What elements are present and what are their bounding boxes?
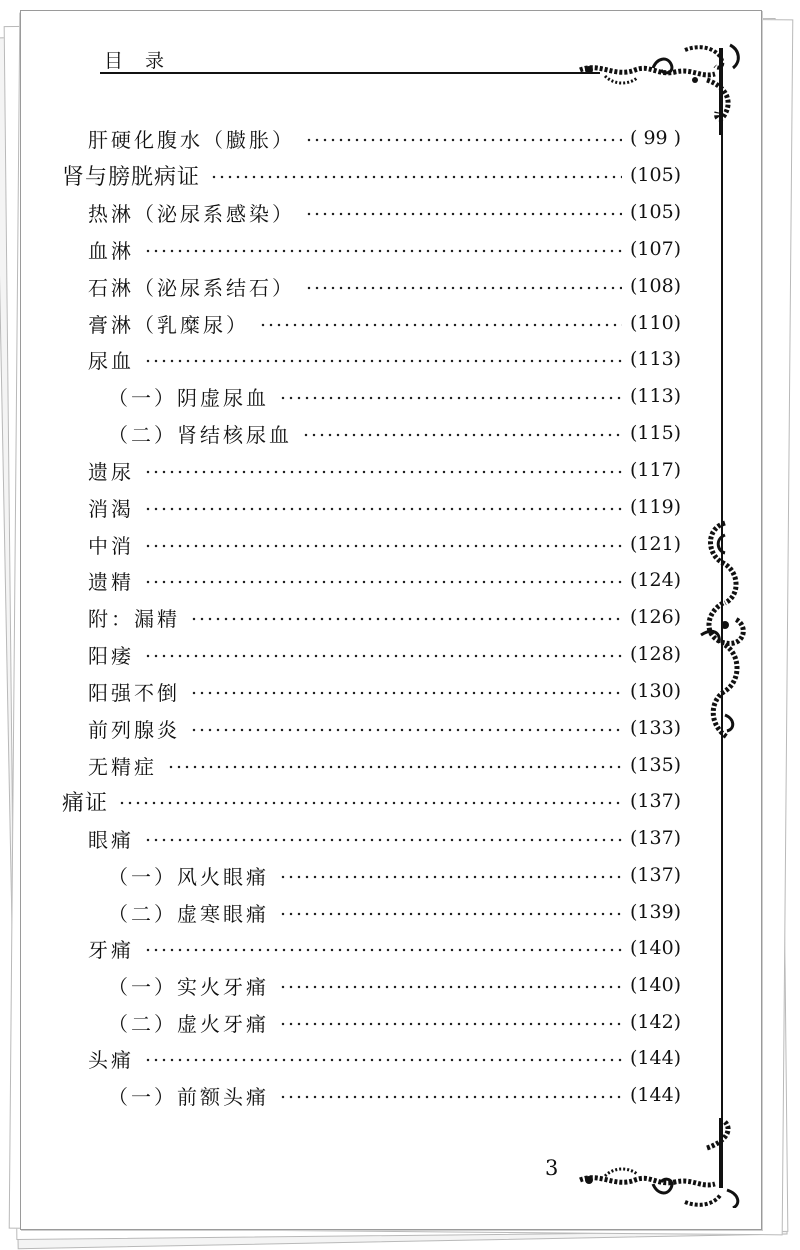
toc-entry-title: 阳痿 [88,643,134,668]
toc-entry-page: (113) [630,348,682,370]
toc-entry-page: (137) [630,864,682,886]
toc-entry[interactable] [0,1077,800,1113]
toc-entry-title: 肾与膀胱病证 [62,164,201,190]
toc-entry[interactable] [0,599,800,635]
header-title: 目录 [104,50,187,72]
toc-entry[interactable] [0,157,800,193]
toc-leader-dots [302,433,622,437]
toc-entry-page: (130) [630,680,682,702]
toc-entry[interactable] [0,489,800,525]
toc-entry-page: (105) [630,201,682,223]
toc-entry[interactable] [0,747,800,783]
toc-entry-page: (126) [630,606,682,628]
toc-entry-title: 痛证 [62,790,109,816]
toc-entry-page: (117) [630,459,682,481]
toc-leader-dots [144,580,622,584]
toc-leader-dots [305,212,622,216]
toc-leader-dots [305,138,622,142]
toc-entry-page: (113) [630,385,682,407]
toc-entry-title: 膏淋（乳糜尿） [88,312,249,337]
toc-leader-dots [279,1095,622,1099]
toc-leader-dots [279,985,622,989]
toc-entry-title: 肝硬化腹水（臌胀） [88,127,295,152]
toc-entry-page: (137) [630,790,682,812]
toc-entry[interactable] [0,930,800,966]
toc-entry-title: （一）实火牙痛 [108,974,269,999]
toc-entry[interactable] [0,894,800,930]
toc-entry-title: （二）虚火牙痛 [108,1011,269,1036]
toc-entry-page: (128) [630,643,682,665]
toc-entry-page: (144) [630,1084,682,1106]
toc-entry[interactable] [0,1040,800,1076]
toc-leader-dots [144,249,622,253]
toc-entry[interactable] [0,673,800,709]
toc-leader-dots [144,507,622,511]
toc-entry-title: 遗精 [88,569,134,594]
toc-entry-title: 附：漏精 [88,606,180,631]
toc-entry[interactable] [0,120,800,156]
toc-entry[interactable] [0,378,800,414]
toc-entry[interactable] [0,820,800,856]
toc-entry-title: （二）虚寒眼痛 [108,901,269,926]
page-number: 3 [545,1156,559,1180]
toc-entry[interactable] [0,636,800,672]
toc-entry-title: （一）风火眼痛 [108,864,269,889]
toc-entry-page: (144) [630,1047,682,1069]
toc-entry-title: 头痛 [88,1047,134,1072]
toc-entry[interactable] [0,305,800,341]
toc-leader-dots [144,359,622,363]
toc-leader-dots [210,175,622,179]
toc-entry[interactable] [0,710,800,746]
toc-entry-page: (133) [630,717,682,739]
toc-entry-page: (142) [630,1011,682,1033]
toc-entry-page: ( 99 ) [630,127,682,149]
toc-leader-dots [190,728,622,732]
toc-entry-title: 牙痛 [88,937,134,962]
toc-entry-page: (110) [630,312,682,334]
toc-entry-page: (105) [630,164,682,186]
toc-leader-dots [279,875,622,879]
toc-leader-dots [279,1022,622,1026]
toc-entry[interactable] [0,194,800,230]
toc-entry-page: (124) [630,569,682,591]
toc-entry-title: 尿血 [88,348,134,373]
toc-entry[interactable] [0,268,800,304]
toc-entry-page: (108) [630,275,682,297]
toc-leader-dots [279,912,622,916]
toc-entry[interactable] [0,415,800,451]
toc-leader-dots [118,801,622,805]
toc-entry-page: (137) [630,827,682,849]
toc-leader-dots [305,286,622,290]
toc-entry-title: （二）肾结核尿血 [108,422,292,447]
toc-entry-title: 中消 [88,533,134,558]
toc-entry-title: （一）阴虚尿血 [108,385,269,410]
toc-entry-page: (140) [630,974,682,996]
toc-entry-title: 眼痛 [88,827,134,852]
toc-entry-title: 石淋（泌尿系结石） [88,275,295,300]
toc-leader-dots [144,544,622,548]
toc-entry-title: 前列腺炎 [88,717,180,742]
toc-entry-page: (140) [630,937,682,959]
toc-entry-page: (121) [630,533,682,555]
toc-entry-page: (115) [630,422,682,444]
toc-entry[interactable] [0,783,800,819]
toc-leader-dots [279,396,622,400]
toc-entry-page: (107) [630,238,682,260]
toc-entry-page: (135) [630,754,682,776]
toc-entry-title: 热淋（泌尿系感染） [88,201,295,226]
toc-leader-dots [144,470,622,474]
toc-entry-title: 消渴 [88,496,134,521]
toc-leader-dots [144,1058,622,1062]
toc-leader-dots [259,323,622,327]
toc-entry[interactable] [0,1004,800,1040]
toc-leader-dots [144,654,622,658]
toc-leader-dots [190,617,622,621]
toc-leader-dots [144,948,622,952]
toc-entry[interactable] [0,562,800,598]
toc-entry[interactable] [0,526,800,562]
toc-entry[interactable] [0,967,800,1003]
toc-leader-dots [144,838,622,842]
toc-entry[interactable] [0,341,800,377]
toc-entry-page: (119) [630,496,682,518]
header-rule [100,72,600,74]
toc-leader-dots [190,691,622,695]
toc-leader-dots [167,765,622,769]
toc-entry-title: 无精症 [88,754,157,779]
toc-entry-page: (139) [630,901,682,923]
toc-entry-title: （一）前额头痛 [108,1084,269,1109]
toc-entry-title: 阳强不倒 [88,680,180,705]
toc-entry-title: 遗尿 [88,459,134,484]
corner-ornament-bottom-icon [575,1118,745,1208]
toc-entry[interactable] [0,231,800,267]
toc-entry[interactable] [0,452,800,488]
toc-entry-title: 血淋 [88,238,134,263]
toc-entry[interactable] [0,857,800,893]
